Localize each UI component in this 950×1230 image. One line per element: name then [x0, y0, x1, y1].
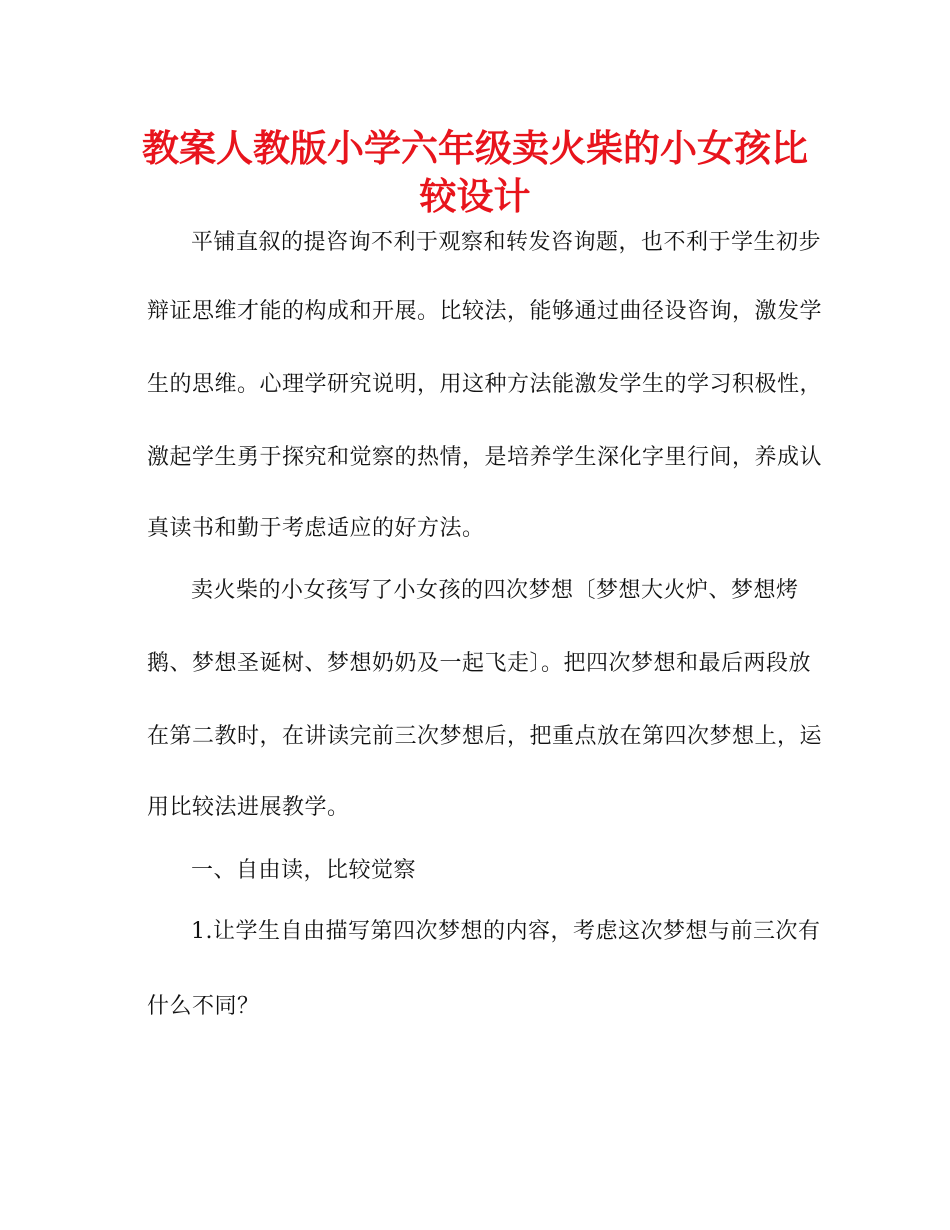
paragraph-1-line-2: 辩证思维才能的构成和开展。比较法，能够通过曲径设咨询，激发学 [147, 299, 823, 324]
item-1-line-2: 什么不同？ [147, 994, 260, 1019]
paragraph-2-line-3: 在第二教时，在讲读完前三次梦想后，把重点放在第四次梦想上，运 [147, 724, 823, 749]
paragraph-2-line-1: 卖火柴的小女孩写了小女孩的四次梦想〔梦想大火炉、梦想烤 [191, 578, 799, 603]
paragraph-1-line-3: 生的思维。心理学研究说明，用这种方法能激发学生的学习积极性， [147, 372, 823, 397]
section-heading: 一、自由读，比较觉察 [191, 858, 417, 883]
paragraph-2-line-2: 鹅、梦想圣诞树、梦想奶奶及一起飞走〕。把四次梦想和最后两段放 [147, 651, 812, 676]
document-title-line-2: 较设计 [419, 175, 531, 218]
paragraph-1-line-4: 激起学生勇于探究和觉察的热情，是培养学生深化字里行间，养成认 [147, 445, 823, 470]
paragraph-2-line-4: 用比较法进展教学。 [147, 795, 350, 820]
paragraph-1-line-1: 平铺直叙的提咨询不利于观察和转发咨询题，也不利于学生初步 [191, 230, 822, 255]
item-1-line-1: 1.让学生自由描写第四次梦想的内容，考虑这次梦想与前三次有 [191, 919, 821, 944]
paragraph-1-line-5: 真读书和勤于考虑适应的好方法。 [147, 516, 485, 541]
document-title-line-1: 教案人教版小学六年级卖火柴的小女孩比 [142, 127, 808, 170]
